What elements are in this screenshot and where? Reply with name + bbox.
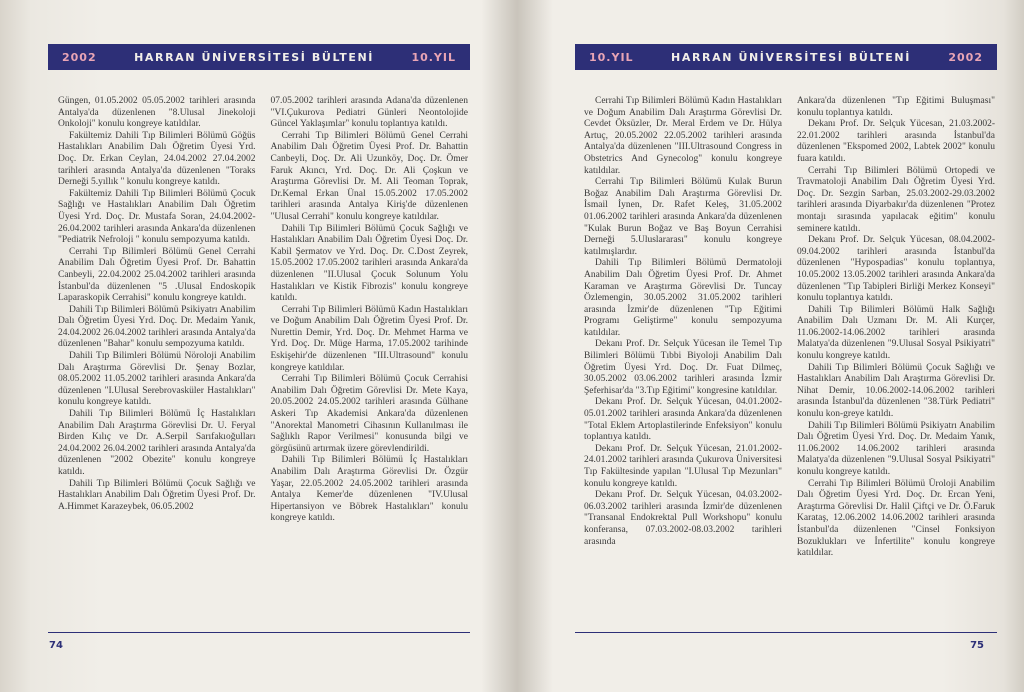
page-number-left: 74 [49,640,63,651]
paragraph: Dahili Tıp Bilimleri Bölümü Halk Sağlığı Anabilim Dalı Uzmanı Dr. M. Ali Kurçer, 11.06.2002-14.06.2002 tarihleri arasında Malatya'da düzenlenen "9.Ulusal Sosyal Psikiyatri" konulu kongreye katıldı. [797,304,995,362]
paragraph: Dahili Tıp Bilimleri Bölümü Çocuk Sağlığı ve Hastalıkları Anabilim Dalı Öğretim Üyesi Prof. Dr. A.Himmet Karazeybek, 06.05.2002 [58,478,256,512]
paragraph: Dekanı Prof. Dr. Selçuk Yücesan, 21.03.2002-22.01.2002 tarihleri arasında İstanbul'da düzenlenen "Ekspomed 2002, Labtek 2002" konulu fuara katıldı. [797,119,995,164]
header-year: 2002 [62,50,97,64]
header-title: HARRAN ÜNİVERSİTESİ BÜLTENİ [671,50,911,64]
paragraph: Cerrahi Tıp Bilimleri Bölümü Ortopedi ve Travmatoloji Anabilim Dalı Öğretim Üyesi Yrd. Doç. Dr. Sezgin Sarban, 25.03.2002-29.03.2002 tarihleri arasında Diyarbakır'da düzenlenen "Protez montajı sırasında yapılacak eğitim" konulu seminere katıldı. [797,165,995,234]
left-column-1 [58,96,256,525]
right-columns [584,96,996,560]
paragraph: Dekanı Prof. Dr. Selçuk Yücesan, 04.03.2002-06.03.2002 tarihleri arasında İzmir'de düzenlenen "Transanal Endokrektal Pull Workshopu" konulu konferansa, 07.03.2002-08.03.2002 tarihleri arasında [584,490,782,547]
paragraph: Dekanı Prof. Dr. Selçuk Yücesan, 08.04.2002-09.04.2002 tarihleri arasında İstanbul'da düzenlenen "Hypospadias" konulu toplantıya, 10.05.2002 13.05.2002 tarihleri arasında Ankara'da düzenlenen "Tıp Tabipleri Birliği Merkez Konseyi" konulu toplantıya katıldı. [797,235,995,304]
paragraph: Fakültemiz Dahili Tıp Bilimleri Bölümü Göğüs Hastalıkları Anabilim Dalı Öğretim Üyesi Yrd. Doç. Dr. Erkan Ceylan, 24.04.2002 27.04.2002 tarihleri arasında Antalya'da düzenlenen "Toraks Derneği 5.yıllık " konulu kongreye katıldı. [58,130,256,188]
paragraph: Dahili Tıp Bilimleri Bölümü Nöroloji Anabilim Dalı Araştırma Görevlisi Dr. Şenay Bozlar, 08.05.2002 11.05.2002 tarihleri arasında Ankara'da düzenlenen "I.Ulusal Serebrovasküler Hastalıkları" konulu kongreye katıldı. [58,351,256,408]
page-number-right: 75 [970,640,984,651]
left-column-2 [271,96,469,525]
paragraph: Cerrahi Tıp Bilimleri Bölümü Genel Cerrahi Anabilim Dalı Öğretim Üyesi Prof. Dr. Bahattin Canbeyli, 22.04.2002 25.04.2002 tarihleri arasında İstanbul'da düzenlenen "5 .Ulusal Endoskopik Laparaskopik Cerrahisi" konulu kongreye katıldı. [58,246,256,304]
paragraph: Cerrahi Tıp Bilimleri Bölümü Üroloji Anabilim Dalı Öğretim Üyesi Yrd. Doç. Dr. Ercan Yeni, Araştırma Görevlisi Dr. Halil Çiftçi ve Dr. Ö.Faruk Karataş, 12.06.2002 14.06.2002 tarihleri arasında İstanbul'da düzenlenen "Cinsel Fonksiyon Bozuklukları ve İnfertilite" konulu kongreye katıldılar. [797,478,995,559]
header-anniversary: 10.YIL [589,50,634,64]
paragraph: Cerrahi Tıp Bilimleri Bölümü Kulak Burun Boğaz Anabilim Dalı Araştırma Görevlisi Dr. İsmail İynen, Dr. Rafet Keleş, 31.05.2002 01.06.2002 tarihleri arasında Ankara'da düzenlenen "Kulak Burun Boğaz ve Baş Boyun Cerrahisi Derneği 5.Uluslararası" konulu kongreye katılmışlardır. [584,177,782,257]
header-title: HARRAN ÜNİVERSİTESİ BÜLTENİ [134,50,374,64]
paragraph: Dahili Tıp Bilimleri Bölümü İç Hastalıkları Anabilim Dalı Araştırma Görevlisi Dr. U. Feryal Birden Kılıç ve Dr. A.Serpil Sarıfakıoğulları 24.04.2002 26.04.2002 tarihleri arasında Antalya'da düzenlenen "2002 Obezite" konulu kongreye katıldı. [58,409,256,477]
paragraph: Ankara'da düzenlenen "Tıp Eğitimi Buluşması" konulu toplantıya katıldı. [797,96,995,118]
right-page [513,0,1024,692]
header-anniversary: 10.YIL [411,50,456,64]
paragraph: Fakültemiz Dahili Tıp Bilimleri Bölümü Çocuk Sağlığı ve Hastalıkları Anabilim Dalı Öğretim Üyesi Yrd. Doç. Dr. Mustafa Soran, 24.04.2002-26.04.2002 tarihleri arasında Ankara'da düzenlenen "Pediatrik Nefroloji " konulu sempozyuma katıldı. [58,188,256,246]
paragraph: Dahili Tıp Bilimleri Bölümü Psikiyatrı Anabilim Dalı Öğretim Üyesi Yrd. Doç. Dr. Medaim Yanık, 24.04.2002 26.04.2002 tarihleri arasında Antalya'da düzenlenen "Bahar" konulu sempozyuma katıldı. [58,304,256,350]
paragraph: Cerrahi Tıp Bilimleri Bölümü Genel Cerrahi Anabilim Dalı Öğretim Üyesi Prof. Dr. Bahattin Canbeyli, Doç. Dr. Ali Uzunköy, Doç. Dr. Ömer Faruk Akıncı, Yrd. Doç. Dr. Ali Çoşkun ve Araştırma Görevlisi Dr. M. Ali Teoman Toprak, Dr.Kemal Erkan Ünal 15.05.2002 17.05.2002 tarihleri arasında Antalya Kiriş'de düzenlenen "Ulusal Cerrahi" konulu kongreye katıldılar. [270,130,468,222]
paragraph: Cerrahi Tıp Bilimleri Bölümü Kadın Hastalıkları ve Doğum Anabilim Dalı Araştırma Görevlisi Dr. Cevdet Öksüzler, Dr. Meral Erdem ve Dr. Hülya Artuç, 20.05.2002 22.05.2002 tarihleri arasında Antalya'da düzenlenen "III.Ultrasound Congress in Obstetrics And Gynecolog" konulu kongreye katıldılar. [584,96,782,176]
paragraph: Dekanı Prof. Dr. Selçuk Yücesan, 21.01.2002-24.01.2002 tarihleri arasında Çukurova Üniversitesi Tıp Fakültesinde yapılan "I.Ulusal Tıp Mezunları" konulu kongreye katıldı. [584,443,782,489]
paragraph: Dekanı Prof. Dr. Selçuk Yücesan ile Temel Tıp Bilimleri Bölümü Tıbbi Biyoloji Anabilim Dalı Öğretim Üyesi Yrd. Doç. Dr. Fuat Dilmeç, 30.05.2002 03.06.2002 tarihleri arasında İzmir Şeferhisar'da "3.Tıp Eğitimi" kongresine katıldılar. [584,339,782,396]
header-year: 2002 [948,50,983,64]
paragraph: Dahili Tıp Bilimleri Bölümü Dermatoloji Anabilim Dalı Öğretim Üyesi Prof. Dr. Ahmet Karaman ve Araştırma Görevlisi Dr. Tuncay Özlemengin, 30.05.2002 31.05.2002 tarihleri arasında İzmir'de düzenlenen "Tıp Eğitimi Programı Geliştirme" konulu sempozyuma katıldılar. [584,258,782,338]
paragraph: 07.05.2002 tarihleri arasında Adana'da düzenlenen "VI.Çukurova Pediatri Günleri Neontolojide Güncel Yaklaşımlar" konulu toplantıya katıldı. [270,96,468,130]
paragraph: Dahili Tıp Bilimleri Bölümü Psikiyatrı Anabilim Dalı Öğretim Üyesi Yrd. Doç. Dr. Medaim Yanık, 11.06.2002 14.06.2002 tarihleri arasında Malatya'da düzenlenen "9.Ulusal Sosyal Psikiyatri" konulu kongreye katıldı. [797,420,995,477]
paragraph: Dahili Tıp Bilimleri Bölümü İç Hastalıkları Anabilim Dalı Araştırma Görevlisi Dr. Özgür Yaşar, 22.05.2002 24.05.2002 tarihleri arasında Antalya Kemer'de düzenlenen "IV.Ulusal Hipertansiyon ve Böbrek Hastalıkları" konulu kongreye katıldı. [270,455,468,524]
left-header-bar [48,44,470,70]
footer-rule [48,632,470,633]
paragraph: Dahili Tıp Bilimleri Bölümü Çocuk Sağlığı ve Hastalıkları Anabilim Dalı Öğretim Üyesi Doç. Dr. Kabil Şermatov ve Yrd. Doç. Dr. C.Dost Zeyrek, 15.05.2002 17.05.2002 tarihleri arasında Ankara'da düzenlenen "II.Ulusal Çocuk Solunum Yolu Hastalıkları ve Kistik Fibrozis" konulu kongreye katıldı. [270,223,468,304]
paragraph: Cerrahi Tıp Bilimleri Bölümü Çocuk Cerrahisi Anabilim Dalı Öğretim Görevlisi Dr. Mete Kaya, 20.05.2002 24.05.2002 tarihleri arasında Gülhane Askeri Tıp Akademisi Ankara'da düzenlenen "Anorektal Manometri Cihasının Kullanılması ile Sağlıklı Rapor Verilmesi" konusunda bilgi ve görgüsünü artırmak üzere görevlendirildi. [270,374,468,454]
paragraph: Güngen, 01.05.2002 05.05.2002 tarihleri arasında Antalya'da düzenlenen "8.Ulusal Jinekoloji Onkoloji" konulu kongreye katıldılar. [58,96,256,130]
paragraph: Dekanı Prof. Dr. Selçuk Yücesan, 04.01.2002-05.01.2002 tarihleri arasında Ankara'da düzenlenen "Total Eklem Artoplastilerinde Enfeksiyon" konulu toplantıya katıldı. [584,397,782,443]
footer-rule [575,632,997,633]
paragraph: Dahili Tıp Bilimleri Bölümü Çocuk Sağlığı ve Hastalıkları Anabilim Dalı Araştırma Görevlisi Dr. Nihat Demir, 10.06.2002-14.06.2002 tarihleri arasında İstanbul'da düzenlenen "38.Türk Pediatri" konulu kon-greye katıldı. [797,362,995,420]
right-column-2 [797,96,995,560]
left-columns [58,96,468,525]
left-page [0,0,511,692]
right-column-1 [584,96,782,560]
paragraph: Cerrahi Tıp Bilimleri Bölümü Kadın Hastalıkları ve Doğum Anabilim Dalı Öğretim Üyesi Prof. Dr. Nurettin Demir, Yrd. Doç. Dr. Mehmet Harma ve Yrd. Doç. Dr. Müge Harma, 17.05.2002 tarihinde Eskişehir'de düzenlenen "III.Ultrasound" konulu kongreye katıldılar. [270,304,468,373]
right-header-bar [575,44,997,70]
